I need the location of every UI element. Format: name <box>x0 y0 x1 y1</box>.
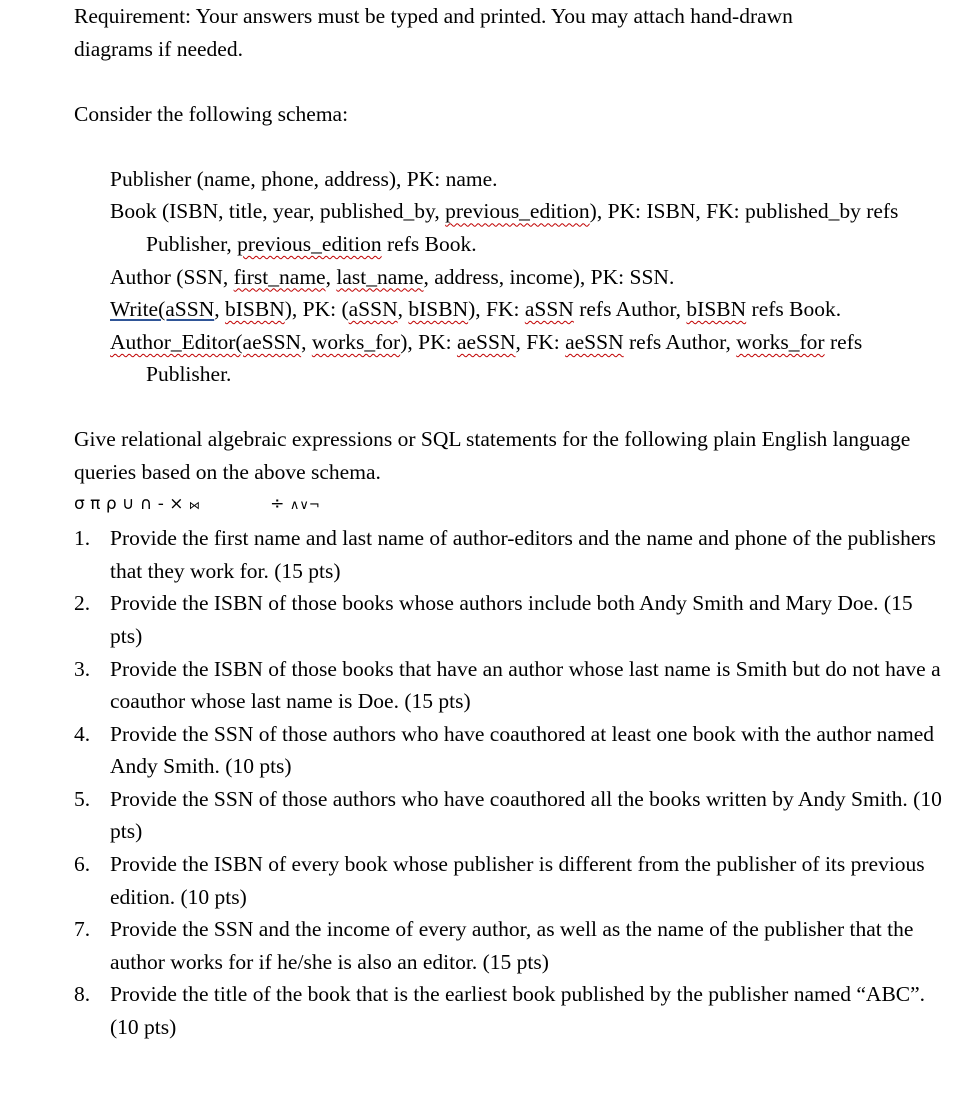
schema-write-bisbn: bISBN <box>408 297 469 322</box>
schema-publisher-text: Publisher (name, phone, address), PK: name. <box>110 166 498 191</box>
schema-ae-text: , <box>301 329 312 354</box>
schema-ae-text: refs Author, <box>623 329 737 354</box>
symbols-main: σ π ρ ∪ ∩ - × <box>74 494 189 515</box>
schema-write-text: , <box>397 297 409 322</box>
schema-ae-text: refs Publisher. <box>146 329 863 387</box>
schema-author-text: , <box>325 264 337 289</box>
query-text: Provide the ISBN of those books that have an author whose last name is Smith but do not have a coauthor whose last name is Doe. (15 pts) <box>110 656 941 714</box>
list-item <box>74 913 944 978</box>
list-item <box>74 848 944 913</box>
schema-book-prev-edition: previous_edition <box>445 199 590 224</box>
schema-publisher <box>110 163 944 196</box>
schema-book-text: refs Book. <box>381 231 477 256</box>
requirement-line-1: Requirement: Your answers must be typed and printed. You may attach hand-drawn <box>74 4 793 28</box>
query-text: Provide the SSN of those authors who have coauthored all the books written by Andy Smith. (10 pts) <box>110 786 942 844</box>
query-text: Provide the SSN of those authors who have coauthored at least one book with the author named Andy Smith. (10 pts) <box>110 721 934 779</box>
schema-book-prev-edition: previous_edition <box>237 231 382 256</box>
schema-ae-works-for: works_for <box>311 329 401 354</box>
schema-write-text: refs Book. <box>746 297 842 322</box>
schema-book-text: ), PK: ISBN, FK: published_by refs Publisher, <box>146 199 899 256</box>
list-item <box>74 783 944 848</box>
schema-write-name: Write(aSSN <box>110 297 215 322</box>
schema-author-editor <box>110 326 944 391</box>
list-number: 3. <box>74 656 91 681</box>
schema-ae-text: , FK: <box>515 329 566 354</box>
schema-write-text: , <box>214 297 225 322</box>
requirement-line-2: diagrams if needed. <box>74 36 243 61</box>
schema-write-text: ), PK: ( <box>284 297 349 322</box>
schema-book <box>110 195 944 260</box>
spacer <box>74 65 944 98</box>
list-item <box>74 587 944 652</box>
list-number: 5. <box>74 786 91 811</box>
consider-heading: Consider the following schema: <box>74 102 349 127</box>
schema-block <box>74 163 944 391</box>
symbols-gap <box>200 494 270 514</box>
list-number: 2. <box>74 591 91 616</box>
schema-author-first-name: first_name <box>233 264 326 289</box>
query-text: Provide the ISBN of every book whose publisher is different from the publisher of its previous edition. (10 pts) <box>110 852 925 909</box>
query-text: Provide the SSN and the income of every author, as well as the name of the publisher that the author works for if he/she is also an editor. (15 pts) <box>110 917 914 974</box>
relational-algebra-symbols <box>74 488 944 522</box>
schema-write-bisbn: bISBN <box>224 297 285 322</box>
instructions-paragraph: Give relational algebraic expressions or SQL statements for the following plain English language queries based on the above schema. <box>74 426 911 484</box>
schema-write-text: refs Author, <box>573 297 687 322</box>
schema-write <box>110 293 944 326</box>
list-number: 1. <box>74 526 91 551</box>
query-text: Provide the title of the book that is the earliest book published by the publisher named “ABC”. (10 pts) <box>110 982 926 1040</box>
requirement-paragraph <box>74 0 944 65</box>
list-item <box>74 522 944 587</box>
list-item <box>74 653 944 718</box>
query-list <box>74 522 944 1044</box>
list-number: 8. <box>74 982 91 1007</box>
list-number: 6. <box>74 852 91 877</box>
schema-author-text: Author (SSN, <box>110 264 234 289</box>
list-number: 7. <box>74 917 91 942</box>
list-item <box>74 718 944 783</box>
list-number: 4. <box>74 721 91 746</box>
join-symbol: ⋈ <box>188 499 200 513</box>
schema-author-text: , address, income), PK: SSN. <box>423 264 675 289</box>
schema-book-text: Book (ISBN, title, year, published_by, <box>110 199 446 224</box>
logic-symbols: ∧∨¬ <box>289 498 320 514</box>
schema-write-assn: aSSN <box>348 297 398 322</box>
schema-author <box>110 261 944 294</box>
schema-write-bisbn: bISBN <box>686 297 747 322</box>
list-item <box>74 978 944 1043</box>
spacer <box>74 391 944 423</box>
schema-write-assn: aSSN <box>524 297 574 322</box>
document-page <box>74 0 944 1044</box>
query-text: Provide the first name and last name of author-editors and the name and phone of the publishers that they work for. (15 pts) <box>110 526 936 583</box>
schema-ae-aessn: aeSSN <box>565 329 624 354</box>
schema-ae-name: Author_Editor(aeSSN <box>110 329 302 354</box>
query-text: Provide the ISBN of those books whose authors include both Andy Smith and Mary Doe. (15 pts) <box>110 591 913 648</box>
division-symbol: ÷ <box>270 494 290 515</box>
schema-ae-text: ), PK: <box>400 329 457 354</box>
schema-ae-aessn: aeSSN <box>456 329 516 354</box>
schema-ae-works-for: works_for <box>736 329 825 354</box>
schema-author-last-name: last_name <box>336 264 424 289</box>
schema-write-text: ), FK: <box>468 297 525 322</box>
spacer <box>74 131 944 163</box>
